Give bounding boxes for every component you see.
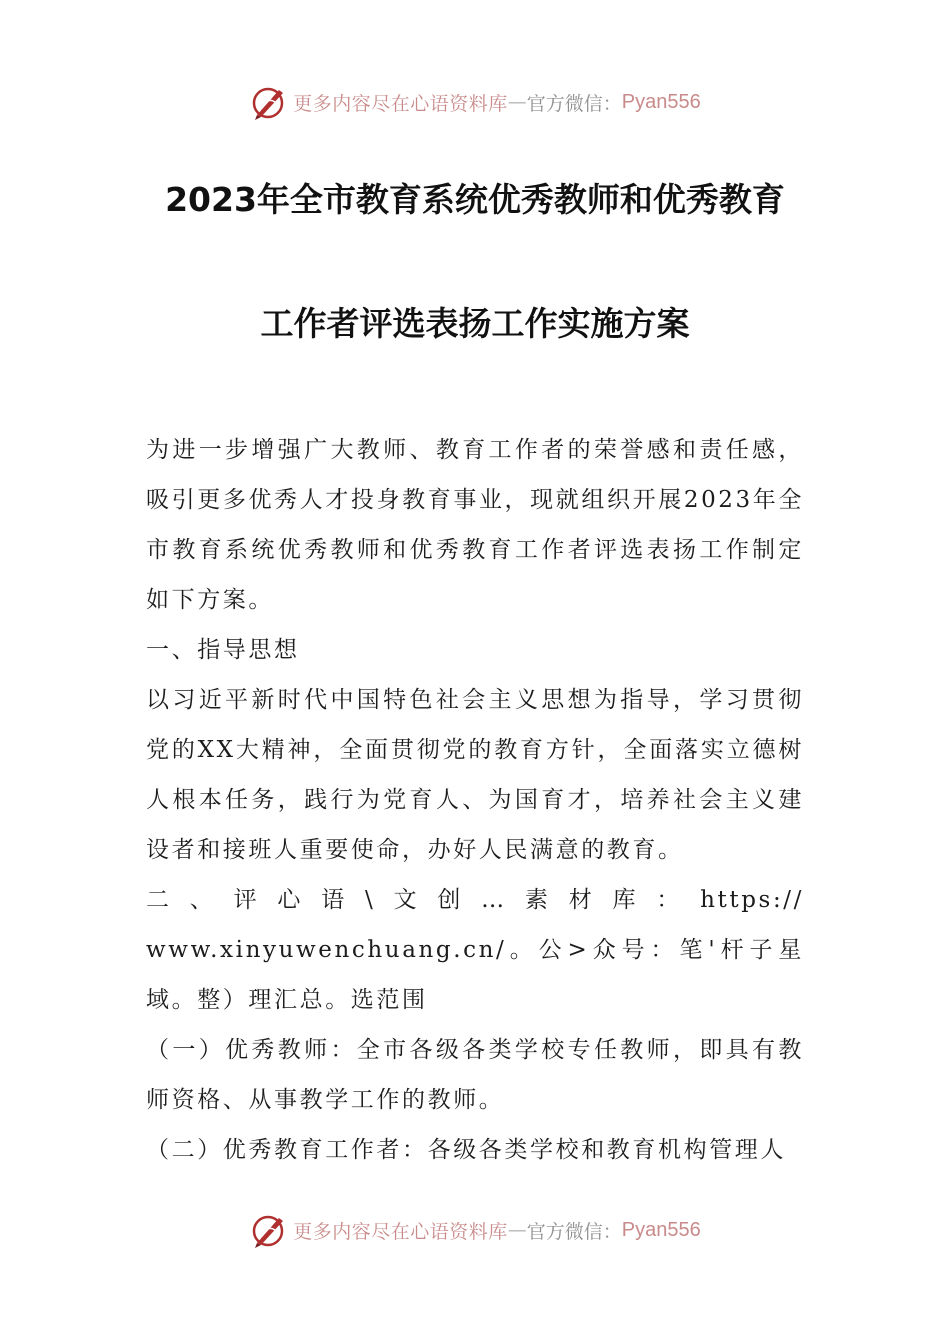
watermark-official-label: 官方微信： <box>526 92 622 115</box>
document-title-line-1: 2023年全市教育系统优秀教师和优秀教育 <box>165 180 785 219</box>
document-title-line-2: 工作者评选表扬工作实施方案 <box>260 304 690 343</box>
watermark-slogan: 更多内容尽在心语资料库 <box>293 92 508 115</box>
watermark-wechat-id: Pyan556 <box>621 1218 701 1241</box>
section-1-heading: 一、指导思想 <box>146 637 300 663</box>
section-2-item-1: （一）优秀教师：全市各级各类学校专任教师，即具有教师资格、从事教学工作的教师。 <box>146 1037 804 1113</box>
section-1-body: 以习近平新时代中国特色社会主义思想为指导，学习贯彻党的XX大精神，全面贯彻党的教育方针，全面落实立德树人根本任务，践行为党育人、为国育才，培养社会主义建设者和接班人重要使命，办好人民满意的教育。 <box>146 687 804 863</box>
section-2-heading-line-2: www.xinyuwenchuang.cn/。公>众号：笔'杆子星域。整）理汇总。选范围 <box>146 937 804 1013</box>
pen-logo-icon <box>249 1210 289 1250</box>
document-body <box>146 425 804 1175</box>
watermark-wechat-id: Pyan556 <box>621 90 701 113</box>
watermark-dash: — <box>507 91 527 113</box>
section-2-item-2: （二）优秀教育工作者：各级各类学校和教育机构管理人 <box>146 1137 786 1163</box>
watermark-dash: — <box>507 1219 527 1241</box>
pen-logo-icon <box>249 82 289 122</box>
footer-watermark <box>0 1208 950 1252</box>
section-2-heading-line-1: 二、评心语\文创…素材库：https:// <box>146 887 804 913</box>
intro-paragraph: 为进一步增强广大教师、教育工作者的荣誉感和责任感，吸引更多优秀人才投身教育事业，现就组织开展2023年全市教育系统优秀教师和优秀教育工作者评选表扬工作制定如下方案。 <box>146 437 804 613</box>
watermark-official-label: 官方微信： <box>526 1220 622 1243</box>
header-watermark <box>0 80 950 124</box>
watermark-slogan: 更多内容尽在心语资料库 <box>293 1220 508 1243</box>
